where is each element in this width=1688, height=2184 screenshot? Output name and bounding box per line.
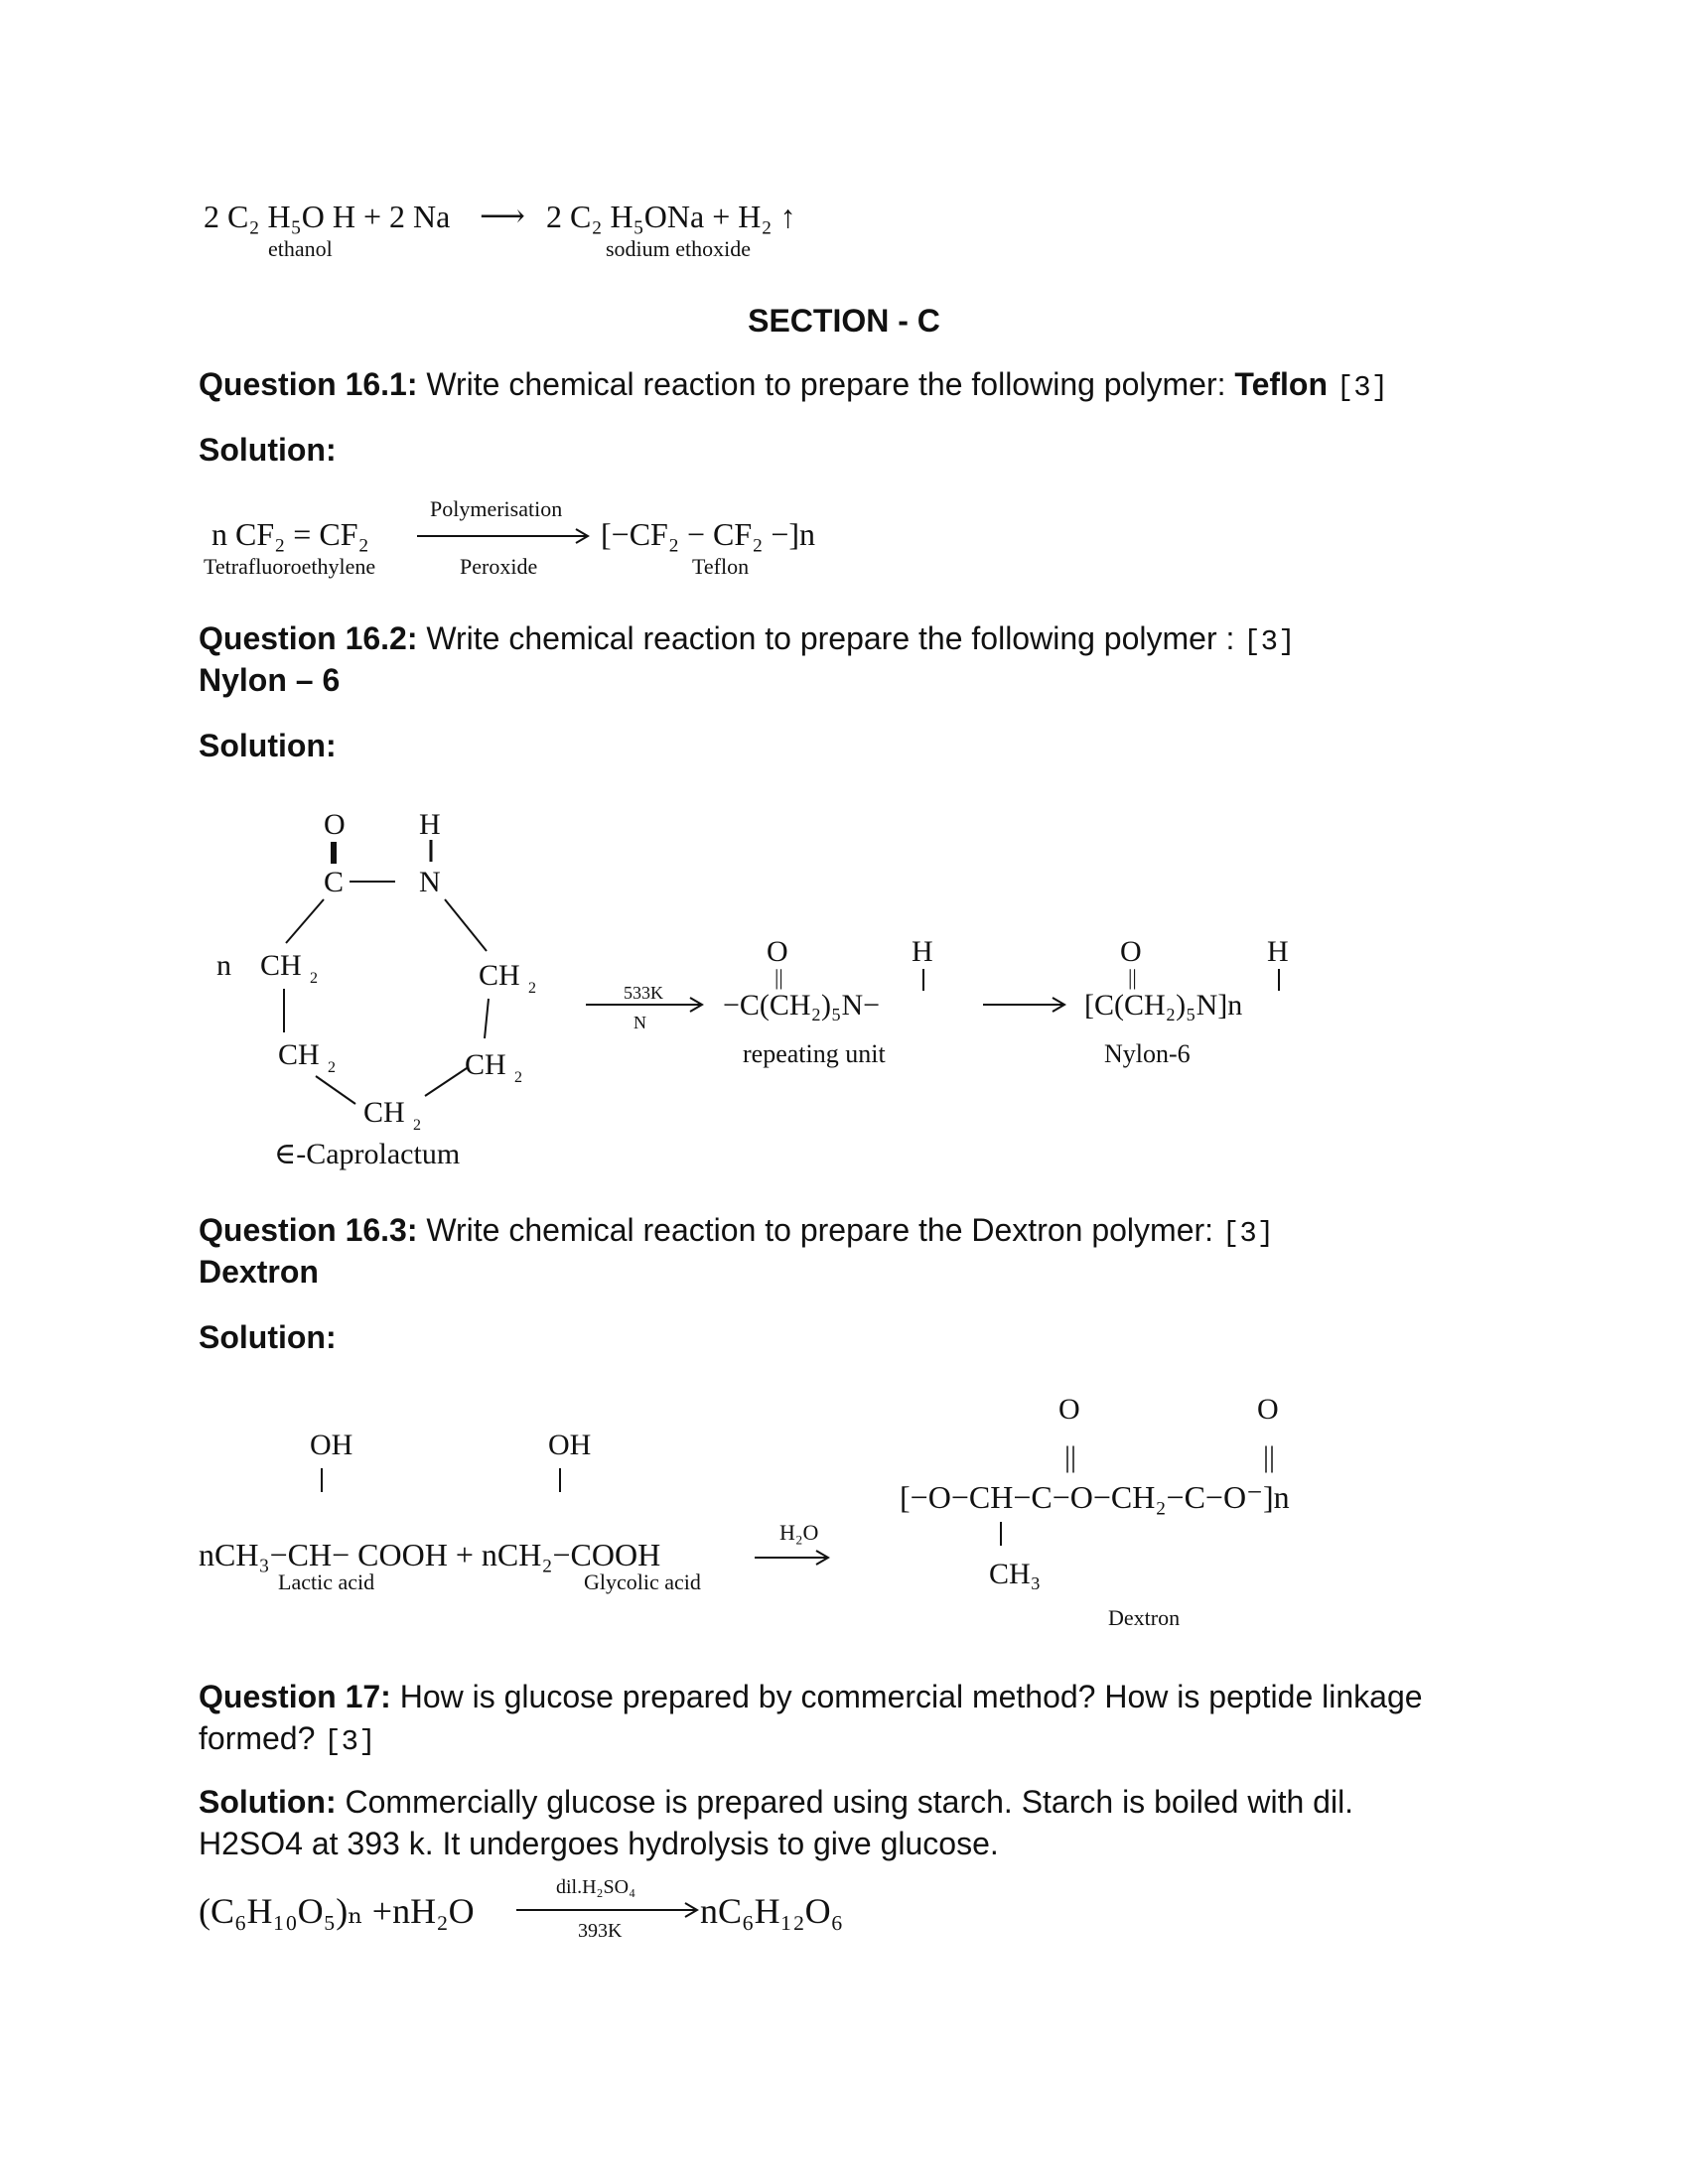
ethanol-reaction-left: 2 C₂ H₅O H + 2 Na	[204, 199, 451, 234]
question-text: Write chemical reaction to prepare the following polymer:	[417, 366, 1235, 402]
question-16-3	[199, 1209, 1274, 1255]
caprolactum-label: ∈-Caprolactum	[274, 1138, 461, 1170]
label-ethanol: ethanol	[268, 236, 333, 261]
solution-label: Solution:	[199, 1784, 337, 1820]
solution-label: Solution:	[199, 1319, 337, 1355]
glycolic-acid-label: Glycolic acid	[584, 1570, 701, 1594]
question-label: Question 17:	[199, 1679, 391, 1714]
repeating-unit-formula: −C(CH₂)₅N−	[723, 989, 881, 1022]
bond	[425, 1068, 467, 1096]
product: [−CF₂ − CF₂ −]n	[601, 516, 816, 552]
question-text: Write chemical reaction to prepare the following polymer :	[417, 620, 1244, 656]
marks: [3]	[1221, 1217, 1275, 1250]
teflon-reaction	[204, 496, 899, 596]
reactants: nCH₃−CH− COOH + nCH₂−COOH	[199, 1537, 661, 1572]
svg-text:2: 2	[413, 1117, 421, 1134]
reactants: (C₆H₁₀O₅)ₙ +nH₂O	[199, 1891, 475, 1931]
repeating-unit-label: repeating unit	[743, 1039, 886, 1068]
oh-lactic: OH	[310, 1429, 353, 1461]
bond	[445, 899, 487, 951]
nylon-6-diagram	[199, 794, 1390, 1191]
svg-text:2: 2	[514, 1069, 522, 1086]
question-text: formed?	[199, 1720, 325, 1756]
atom-o: O	[1120, 935, 1142, 968]
atom-o: O	[324, 808, 346, 841]
atom-c: C	[324, 866, 345, 898]
ch2-left-top: CH	[260, 949, 302, 982]
reactant: n CF₂ = CF₂	[211, 516, 369, 552]
double-bond: ||	[774, 965, 783, 990]
ch2-bottom: CH	[363, 1096, 405, 1129]
section-title: SECTION - C	[748, 303, 940, 339]
atom-h: H	[419, 808, 441, 841]
reactant-name: Tetrafluoroethylene	[204, 554, 376, 579]
nylon-label: Nylon-6	[1104, 1039, 1191, 1068]
marks: [3]	[324, 1725, 376, 1758]
dextron-diagram	[199, 1385, 1440, 1653]
label-sodium-ethoxide: sodium ethoxide	[606, 236, 752, 261]
question-text: How is glucose prepared by commercial method? How is peptide linkage	[390, 1679, 1423, 1714]
n-coefficient: n	[216, 949, 231, 982]
question-16-2	[199, 617, 1296, 663]
arrow-label-above: dil.H₂SO₄	[556, 1876, 636, 1898]
temp-label: 533K	[624, 983, 663, 1003]
polymer-name: Dextron	[199, 1254, 319, 1290]
arrow-label-below: 393K	[578, 1920, 623, 1942]
water-label: H₂O	[779, 1520, 819, 1545]
polymer-name: Teflon	[1234, 366, 1328, 402]
svg-text:2: 2	[328, 1059, 336, 1076]
double-bond-1: ||	[1064, 1440, 1077, 1473]
double-bond-2: ||	[1263, 1440, 1276, 1473]
carbonyl-o-1: O	[1058, 1393, 1080, 1426]
arrow-label-above: Polymerisation	[430, 496, 563, 521]
marks: [3]	[1243, 625, 1296, 658]
ethanol-reaction-right: 2 C₂ H₅ONa + H₂ ↑	[546, 199, 796, 234]
bond	[286, 899, 324, 943]
question-16-1	[199, 363, 1388, 409]
arrow-label-below: Peroxide	[460, 554, 538, 579]
reaction-arrow: ⟶	[480, 198, 525, 233]
ethanol-reaction	[204, 199, 899, 278]
question-label: Question 16.1:	[199, 366, 418, 402]
ch2-right-bottom: CH	[465, 1048, 506, 1081]
atom-h: H	[912, 935, 933, 968]
dextron-chain: [−O−CH−C−O−CH₂−C−O⁻]n	[900, 1479, 1290, 1515]
ch2-right-top: CH	[479, 959, 520, 992]
nylon-formula: [C(CH₂)₅N]n	[1084, 989, 1243, 1022]
question-line-2	[199, 1717, 1509, 1763]
bond	[485, 999, 489, 1038]
glucose-reaction	[199, 1876, 894, 1956]
svg-text:2: 2	[310, 970, 318, 987]
atom-n: N	[419, 866, 441, 898]
lactic-acid-label: Lactic acid	[278, 1570, 375, 1594]
polymer-name: Nylon – 6	[199, 662, 341, 698]
oh-glycolic: OH	[548, 1429, 592, 1461]
bond	[316, 1076, 355, 1104]
reaction-arrow	[417, 526, 596, 546]
marks: [3]	[1336, 371, 1389, 404]
question-label: Question 16.3:	[199, 1212, 418, 1248]
solution-line-1	[199, 1781, 1509, 1823]
solution-text: Commercially glucose is prepared using starch. Starch is boiled with dil.	[336, 1784, 1354, 1820]
gas-label: N	[633, 1013, 646, 1032]
atom-h: H	[1267, 935, 1289, 968]
question-17	[199, 1676, 1509, 1763]
solution-label: Solution:	[199, 432, 337, 468]
question-label: Question 16.2:	[199, 620, 418, 656]
ch2-left-bottom: CH	[278, 1038, 320, 1071]
question-text: Write chemical reaction to prepare the Dextron polymer:	[417, 1212, 1222, 1248]
solution-line-2: H2SO4 at 393 k. It undergoes hydrolysis to give glucose.	[199, 1826, 999, 1861]
svg-text:2: 2	[528, 980, 536, 997]
solution-label: Solution:	[199, 728, 337, 763]
product: nC₆H₁₂O₆	[700, 1891, 844, 1931]
question-line-1	[199, 1676, 1509, 1717]
atom-o: O	[767, 935, 788, 968]
methyl-group: CH₃	[989, 1558, 1042, 1590]
double-bond: ||	[1128, 965, 1137, 990]
dextron-label: Dextron	[1108, 1605, 1181, 1630]
solution-17	[199, 1781, 1509, 1864]
product-name: Teflon	[692, 554, 750, 579]
reaction-arrow	[516, 1900, 705, 1920]
carbonyl-o-2: O	[1257, 1393, 1279, 1426]
